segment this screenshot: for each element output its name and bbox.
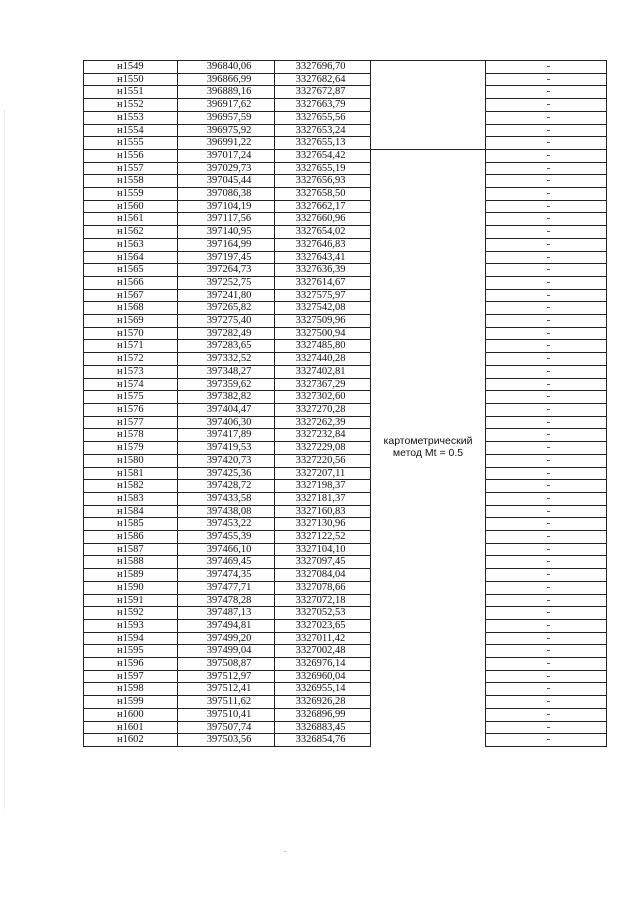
y-coordinate-cell: 3327270,28 xyxy=(275,403,371,416)
x-coordinate-cell: 397045,44 xyxy=(178,175,275,188)
method-label: картометрический xyxy=(383,435,473,448)
point-id-cell: н1559 xyxy=(84,188,178,201)
table-row xyxy=(84,442,607,455)
x-coordinate-cell: 397433,58 xyxy=(178,492,275,505)
table-row xyxy=(84,645,607,658)
point-id-cell: н1599 xyxy=(84,696,178,709)
y-coordinate-cell: 3327122,52 xyxy=(275,531,371,544)
y-coordinate-cell: 3327181,37 xyxy=(275,492,371,505)
accuracy-cell: - xyxy=(486,670,607,683)
table-row xyxy=(84,416,607,429)
x-coordinate-cell: 397503,56 xyxy=(178,734,275,747)
table-row xyxy=(84,708,607,721)
x-coordinate-cell: 397197,45 xyxy=(178,251,275,264)
accuracy-cell: - xyxy=(486,327,607,340)
point-id-cell: н1560 xyxy=(84,200,178,213)
table-row xyxy=(84,200,607,213)
accuracy-cell: - xyxy=(486,149,607,162)
accuracy-cell: - xyxy=(486,632,607,645)
accuracy-cell: - xyxy=(486,531,607,544)
y-coordinate-cell: 3326955,14 xyxy=(275,683,371,696)
coordinates-table-body xyxy=(84,61,607,747)
table-row xyxy=(84,454,607,467)
y-coordinate-cell: 3327207,11 xyxy=(275,467,371,480)
accuracy-cell: - xyxy=(486,73,607,86)
x-coordinate-cell: 397420,73 xyxy=(178,454,275,467)
table-row xyxy=(84,111,607,124)
accuracy-cell: - xyxy=(486,238,607,251)
y-coordinate-cell: 3327509,96 xyxy=(275,315,371,328)
accuracy-cell: - xyxy=(486,556,607,569)
y-coordinate-cell: 3327542,08 xyxy=(275,302,371,315)
x-coordinate-cell: 396866,99 xyxy=(178,73,275,86)
point-id-cell: н1554 xyxy=(84,124,178,137)
accuracy-cell: - xyxy=(486,721,607,734)
accuracy-cell: - xyxy=(486,391,607,404)
x-coordinate-cell: 397406,30 xyxy=(178,416,275,429)
accuracy-cell: - xyxy=(486,442,607,455)
point-id-cell: н1576 xyxy=(84,403,178,416)
y-coordinate-cell: 3327052,53 xyxy=(275,607,371,620)
accuracy-cell: - xyxy=(486,607,607,620)
x-coordinate-cell: 397469,45 xyxy=(178,556,275,569)
y-coordinate-cell: 3327130,96 xyxy=(275,518,371,531)
x-coordinate-cell: 396991,22 xyxy=(178,137,275,150)
point-id-cell: н1571 xyxy=(84,340,178,353)
x-coordinate-cell: 397359,62 xyxy=(178,378,275,391)
accuracy-cell: - xyxy=(486,683,607,696)
x-coordinate-cell: 397104,19 xyxy=(178,200,275,213)
y-coordinate-cell: 3327220,56 xyxy=(275,454,371,467)
y-coordinate-cell: 3327662,17 xyxy=(275,200,371,213)
point-id-cell: н1600 xyxy=(84,708,178,721)
accuracy-cell: - xyxy=(486,137,607,150)
y-coordinate-cell: 3327084,04 xyxy=(275,569,371,582)
y-coordinate-cell: 3327097,45 xyxy=(275,556,371,569)
method-accuracy-label: метод Mt = 0.5 xyxy=(392,447,464,460)
x-coordinate-cell: 397140,95 xyxy=(178,226,275,239)
accuracy-cell: - xyxy=(486,99,607,112)
coordinates-table xyxy=(83,60,607,747)
x-coordinate-cell: 397425,36 xyxy=(178,467,275,480)
table-row xyxy=(84,403,607,416)
accuracy-cell: - xyxy=(486,454,607,467)
x-coordinate-cell: 397017,24 xyxy=(178,149,275,162)
point-id-cell: н1586 xyxy=(84,531,178,544)
point-id-cell: н1585 xyxy=(84,518,178,531)
table-row xyxy=(84,302,607,315)
accuracy-cell: - xyxy=(486,403,607,416)
x-coordinate-cell: 397478,28 xyxy=(178,594,275,607)
y-coordinate-cell: 3327078,66 xyxy=(275,581,371,594)
y-coordinate-cell: 3327485,80 xyxy=(275,340,371,353)
x-coordinate-cell: 397487,13 xyxy=(178,607,275,620)
point-id-cell: н1553 xyxy=(84,111,178,124)
x-coordinate-cell: 397508,87 xyxy=(178,658,275,671)
x-coordinate-cell: 397499,20 xyxy=(178,632,275,645)
accuracy-cell: - xyxy=(486,315,607,328)
table-row xyxy=(84,315,607,328)
accuracy-cell: - xyxy=(486,480,607,493)
point-id-cell: н1550 xyxy=(84,73,178,86)
method-cell-empty xyxy=(371,61,486,150)
table-row xyxy=(84,365,607,378)
table-row xyxy=(84,188,607,201)
table-row xyxy=(84,213,607,226)
accuracy-cell: - xyxy=(486,645,607,658)
x-coordinate-cell: 397428,72 xyxy=(178,480,275,493)
accuracy-cell: - xyxy=(486,200,607,213)
x-coordinate-cell: 397511,62 xyxy=(178,696,275,709)
x-coordinate-cell: 397512,41 xyxy=(178,683,275,696)
table-row xyxy=(84,429,607,442)
table-row xyxy=(84,467,607,480)
table-row xyxy=(84,61,607,74)
y-coordinate-cell: 3327658,50 xyxy=(275,188,371,201)
point-id-cell: н1588 xyxy=(84,556,178,569)
point-id-cell: н1572 xyxy=(84,353,178,366)
table-row xyxy=(84,162,607,175)
x-coordinate-cell: 397275,40 xyxy=(178,315,275,328)
y-coordinate-cell: 3327663,79 xyxy=(275,99,371,112)
table-row xyxy=(84,492,607,505)
accuracy-cell: - xyxy=(486,188,607,201)
table-row xyxy=(84,518,607,531)
point-id-cell: н1552 xyxy=(84,99,178,112)
accuracy-cell: - xyxy=(486,61,607,74)
x-coordinate-cell: 397455,39 xyxy=(178,531,275,544)
x-coordinate-cell: 397477,71 xyxy=(178,581,275,594)
y-coordinate-cell: 3327643,41 xyxy=(275,251,371,264)
x-coordinate-cell: 397264,73 xyxy=(178,264,275,277)
point-id-cell: н1555 xyxy=(84,137,178,150)
accuracy-cell: - xyxy=(486,353,607,366)
accuracy-cell: - xyxy=(486,302,607,315)
accuracy-cell: - xyxy=(486,111,607,124)
accuracy-cell: - xyxy=(486,175,607,188)
x-coordinate-cell: 397438,08 xyxy=(178,505,275,518)
scan-margin-mark xyxy=(4,110,11,810)
x-coordinate-cell: 396957,59 xyxy=(178,111,275,124)
table-row xyxy=(84,696,607,709)
y-coordinate-cell: 3327655,19 xyxy=(275,162,371,175)
point-id-cell: н1589 xyxy=(84,569,178,582)
point-id-cell: н1597 xyxy=(84,670,178,683)
y-coordinate-cell: 3327696,70 xyxy=(275,61,371,74)
y-coordinate-cell: 3327575,97 xyxy=(275,289,371,302)
accuracy-cell: - xyxy=(486,594,607,607)
point-id-cell: н1568 xyxy=(84,302,178,315)
x-coordinate-cell: 397512,97 xyxy=(178,670,275,683)
y-coordinate-cell: 3327160,83 xyxy=(275,505,371,518)
table-row xyxy=(84,86,607,99)
point-id-cell: н1592 xyxy=(84,607,178,620)
point-id-cell: н1584 xyxy=(84,505,178,518)
point-id-cell: н1578 xyxy=(84,429,178,442)
accuracy-cell: - xyxy=(486,251,607,264)
x-coordinate-cell: 397499,04 xyxy=(178,645,275,658)
accuracy-cell: - xyxy=(486,365,607,378)
point-id-cell: н1569 xyxy=(84,315,178,328)
accuracy-cell: - xyxy=(486,708,607,721)
accuracy-cell: - xyxy=(486,162,607,175)
table-row xyxy=(84,99,607,112)
y-coordinate-cell: 3327232,84 xyxy=(275,429,371,442)
x-coordinate-cell: 397474,35 xyxy=(178,569,275,582)
table-row xyxy=(84,264,607,277)
point-id-cell: н1587 xyxy=(84,543,178,556)
y-coordinate-cell: 3327654,02 xyxy=(275,226,371,239)
x-coordinate-cell: 397029,73 xyxy=(178,162,275,175)
point-id-cell: н1580 xyxy=(84,454,178,467)
accuracy-cell: - xyxy=(486,213,607,226)
point-id-cell: н1577 xyxy=(84,416,178,429)
point-id-cell: н1601 xyxy=(84,721,178,734)
accuracy-cell: - xyxy=(486,429,607,442)
x-coordinate-cell: 397507,74 xyxy=(178,721,275,734)
table-row xyxy=(84,226,607,239)
x-coordinate-cell: 396840,06 xyxy=(178,61,275,74)
table-row xyxy=(84,340,607,353)
point-id-cell: н1551 xyxy=(84,86,178,99)
point-id-cell: н1583 xyxy=(84,492,178,505)
accuracy-cell: - xyxy=(486,276,607,289)
point-id-cell: н1566 xyxy=(84,276,178,289)
point-id-cell: н1582 xyxy=(84,480,178,493)
point-id-cell: н1591 xyxy=(84,594,178,607)
point-id-cell: н1573 xyxy=(84,365,178,378)
point-id-cell: н1549 xyxy=(84,61,178,74)
table-row xyxy=(84,721,607,734)
x-coordinate-cell: 397164,99 xyxy=(178,238,275,251)
table-row xyxy=(84,594,607,607)
table-row xyxy=(84,531,607,544)
table-row xyxy=(84,251,607,264)
y-coordinate-cell: 3327500,94 xyxy=(275,327,371,340)
point-id-cell: н1557 xyxy=(84,162,178,175)
accuracy-cell: - xyxy=(486,518,607,531)
y-coordinate-cell: 3327023,65 xyxy=(275,619,371,632)
x-coordinate-cell: 397510,41 xyxy=(178,708,275,721)
point-id-cell: н1581 xyxy=(84,467,178,480)
y-coordinate-cell: 3326883,45 xyxy=(275,721,371,734)
accuracy-cell: - xyxy=(486,416,607,429)
point-id-cell: н1590 xyxy=(84,581,178,594)
y-coordinate-cell: 3327262,39 xyxy=(275,416,371,429)
table-row xyxy=(84,238,607,251)
point-id-cell: н1594 xyxy=(84,632,178,645)
accuracy-cell: - xyxy=(486,734,607,747)
point-id-cell: н1574 xyxy=(84,378,178,391)
y-coordinate-cell: 3327653,24 xyxy=(275,124,371,137)
accuracy-cell: - xyxy=(486,619,607,632)
table-row xyxy=(84,149,607,162)
accuracy-cell: - xyxy=(486,124,607,137)
point-id-cell: н1556 xyxy=(84,149,178,162)
table-row xyxy=(84,505,607,518)
table-row xyxy=(84,137,607,150)
table-row xyxy=(84,734,607,747)
method-cell xyxy=(371,149,486,746)
accuracy-cell: - xyxy=(486,226,607,239)
point-id-cell: н1593 xyxy=(84,619,178,632)
y-coordinate-cell: 3327655,56 xyxy=(275,111,371,124)
point-id-cell: н1598 xyxy=(84,683,178,696)
y-coordinate-cell: 3327104,10 xyxy=(275,543,371,556)
x-coordinate-cell: 397382,82 xyxy=(178,391,275,404)
x-coordinate-cell: 397117,56 xyxy=(178,213,275,226)
table-row xyxy=(84,276,607,289)
point-id-cell: н1562 xyxy=(84,226,178,239)
accuracy-cell: - xyxy=(486,289,607,302)
accuracy-cell: - xyxy=(486,581,607,594)
table-row xyxy=(84,632,607,645)
y-coordinate-cell: 3326926,28 xyxy=(275,696,371,709)
x-coordinate-cell: 396975,92 xyxy=(178,124,275,137)
x-coordinate-cell: 397453,22 xyxy=(178,518,275,531)
table-row xyxy=(84,556,607,569)
x-coordinate-cell: 397466,10 xyxy=(178,543,275,556)
accuracy-cell: - xyxy=(486,492,607,505)
table-row xyxy=(84,670,607,683)
accuracy-cell: - xyxy=(486,543,607,556)
y-coordinate-cell: 3327302,60 xyxy=(275,391,371,404)
y-coordinate-cell: 3326854,76 xyxy=(275,734,371,747)
y-coordinate-cell: 3327367,29 xyxy=(275,378,371,391)
accuracy-cell: - xyxy=(486,696,607,709)
x-coordinate-cell: 397282,49 xyxy=(178,327,275,340)
y-coordinate-cell: 3327660,96 xyxy=(275,213,371,226)
table-row xyxy=(84,619,607,632)
y-coordinate-cell: 3327198,37 xyxy=(275,480,371,493)
table-row xyxy=(84,391,607,404)
table-row xyxy=(84,378,607,391)
table-row xyxy=(84,327,607,340)
x-coordinate-cell: 397348,27 xyxy=(178,365,275,378)
x-coordinate-cell: 397419,53 xyxy=(178,442,275,455)
accuracy-cell: - xyxy=(486,658,607,671)
x-coordinate-cell: 397241,80 xyxy=(178,289,275,302)
point-id-cell: н1579 xyxy=(84,442,178,455)
accuracy-cell: - xyxy=(486,569,607,582)
y-coordinate-cell: 3327229,08 xyxy=(275,442,371,455)
y-coordinate-cell: 3327072,18 xyxy=(275,594,371,607)
point-id-cell: н1595 xyxy=(84,645,178,658)
point-id-cell: н1561 xyxy=(84,213,178,226)
table-row xyxy=(84,289,607,302)
scan-dot xyxy=(284,851,286,852)
x-coordinate-cell: 397265,82 xyxy=(178,302,275,315)
table-row xyxy=(84,73,607,86)
x-coordinate-cell: 397086,38 xyxy=(178,188,275,201)
point-id-cell: н1570 xyxy=(84,327,178,340)
y-coordinate-cell: 3327682,64 xyxy=(275,73,371,86)
table-row xyxy=(84,543,607,556)
accuracy-cell: - xyxy=(486,264,607,277)
y-coordinate-cell: 3327002,48 xyxy=(275,645,371,658)
accuracy-cell: - xyxy=(486,378,607,391)
point-id-cell: н1563 xyxy=(84,238,178,251)
table-row xyxy=(84,480,607,493)
y-coordinate-cell: 3326960,04 xyxy=(275,670,371,683)
y-coordinate-cell: 3327646,83 xyxy=(275,238,371,251)
point-id-cell: н1567 xyxy=(84,289,178,302)
y-coordinate-cell: 3326896,99 xyxy=(275,708,371,721)
x-coordinate-cell: 397494,81 xyxy=(178,619,275,632)
x-coordinate-cell: 397332,52 xyxy=(178,353,275,366)
y-coordinate-cell: 3327011,42 xyxy=(275,632,371,645)
accuracy-cell: - xyxy=(486,467,607,480)
point-id-cell: н1558 xyxy=(84,175,178,188)
point-id-cell: н1602 xyxy=(84,734,178,747)
table-row xyxy=(84,124,607,137)
table-row xyxy=(84,581,607,594)
table-row xyxy=(84,607,607,620)
x-coordinate-cell: 397404,47 xyxy=(178,403,275,416)
y-coordinate-cell: 3327656,93 xyxy=(275,175,371,188)
table-row xyxy=(84,683,607,696)
point-id-cell: н1565 xyxy=(84,264,178,277)
x-coordinate-cell: 396917,62 xyxy=(178,99,275,112)
table-row xyxy=(84,569,607,582)
table-row xyxy=(84,353,607,366)
y-coordinate-cell: 3327672,87 xyxy=(275,86,371,99)
point-id-cell: н1575 xyxy=(84,391,178,404)
y-coordinate-cell: 3327440,28 xyxy=(275,353,371,366)
table-row xyxy=(84,658,607,671)
accuracy-cell: - xyxy=(486,86,607,99)
y-coordinate-cell: 3327655,13 xyxy=(275,137,371,150)
y-coordinate-cell: 3327654,42 xyxy=(275,149,371,162)
accuracy-cell: - xyxy=(486,340,607,353)
y-coordinate-cell: 3327614,67 xyxy=(275,276,371,289)
table-row xyxy=(84,175,607,188)
point-id-cell: н1564 xyxy=(84,251,178,264)
point-id-cell: н1596 xyxy=(84,658,178,671)
x-coordinate-cell: 397252,75 xyxy=(178,276,275,289)
x-coordinate-cell: 396889,16 xyxy=(178,86,275,99)
x-coordinate-cell: 397283,65 xyxy=(178,340,275,353)
y-coordinate-cell: 3327636,39 xyxy=(275,264,371,277)
x-coordinate-cell: 397417,89 xyxy=(178,429,275,442)
y-coordinate-cell: 3326976,14 xyxy=(275,658,371,671)
accuracy-cell: - xyxy=(486,505,607,518)
y-coordinate-cell: 3327402,81 xyxy=(275,365,371,378)
